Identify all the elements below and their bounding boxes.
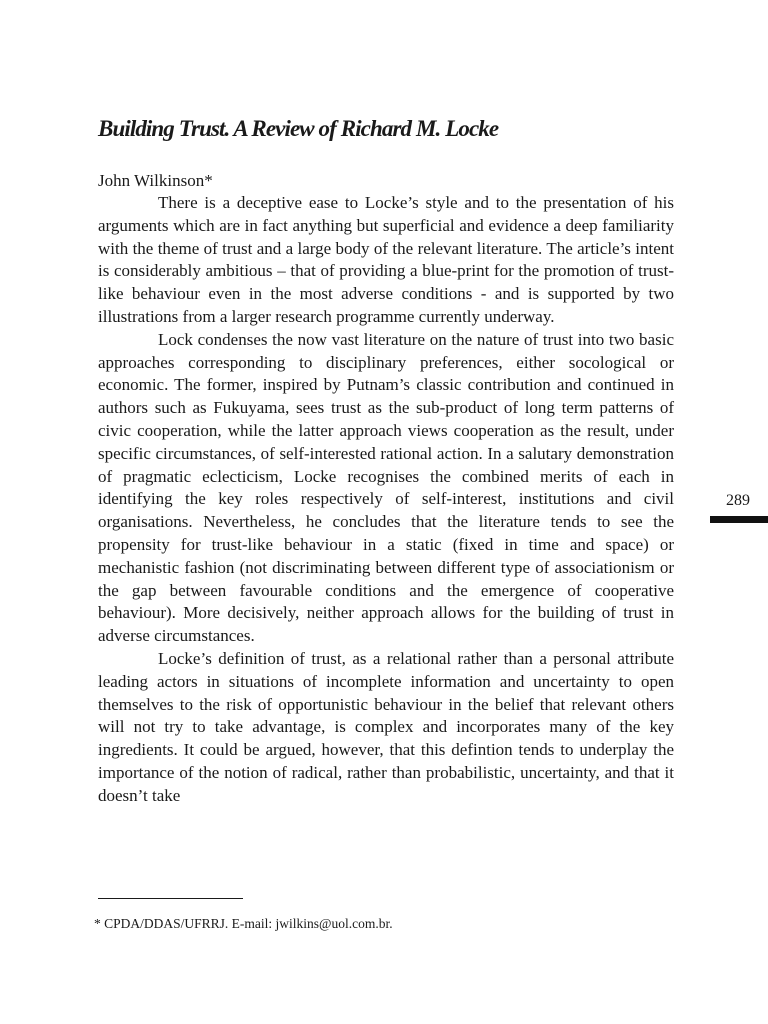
paragraph-2: Lock condenses the now vast literature on the nature of trust into two basic approaches corresponding to disciplinary preferences, either socological or economic. The former, inspired by Putnam’s classic contribution and continued in authors such as Fukuyama, sees trust as the sub-product of long term patterns of civic cooperation, while the latter approach views cooperation as the result, under specific circumstances, of self-interested rational action. In a salutary demonstration of pragmatic eclecticism, Locke recognises the combined merits of each in identifying the key roles respectively of self-interest, institutions and civil organisations. Nevertheless, he concludes that the literature tends to see the propensity for trust-like behaviour in a static (fixed in time and space) or mechanistic fashion (not discriminating between different type of associationism or the gap between favourable conditions and the emergence of cooperative behaviour). More decisively, neither approach allows for the building of trust in adverse circumstances. xyxy=(98,329,674,646)
page-marker-bar xyxy=(710,516,768,523)
footnote: * CPDA/DDAS/UFRRJ. E-mail: jwilkins@uol.com.br. xyxy=(94,916,393,931)
author-name: John Wilkinson* xyxy=(98,171,213,190)
footnote-divider xyxy=(98,898,243,899)
paragraph-1: There is a deceptive ease to Locke’s style and to the presentation of his arguments which are in fact anything but superficial and evidence a deep familiarity with the theme of trust and a large body of the relevant literature. The article’s intent is considerably ambitious – that of providing a blue-print for the promotion of trust-like behaviour even in the most adverse conditions - and is supported by two illustrations from a larger research programme currently underway. xyxy=(98,193,674,326)
article-title: Building Trust. A Review of Richard M. Locke xyxy=(98,116,499,141)
article-body xyxy=(98,192,674,808)
paragraph-3: Locke’s definition of trust, as a relational rather than a personal attribute leading actors in situations of incomplete information and uncertainty to open themselves to the risk of opportunistic behaviour in the belief that relevant others will not try to take advantage, is complex and incorporates many of the key ingredients. It could be argued, however, that this defintion tends to underplay the importance of the notion of radical, rather than probabilistic, uncertainty, and that it doesn’t take xyxy=(98,648,674,805)
page-number: 289 xyxy=(726,492,750,509)
